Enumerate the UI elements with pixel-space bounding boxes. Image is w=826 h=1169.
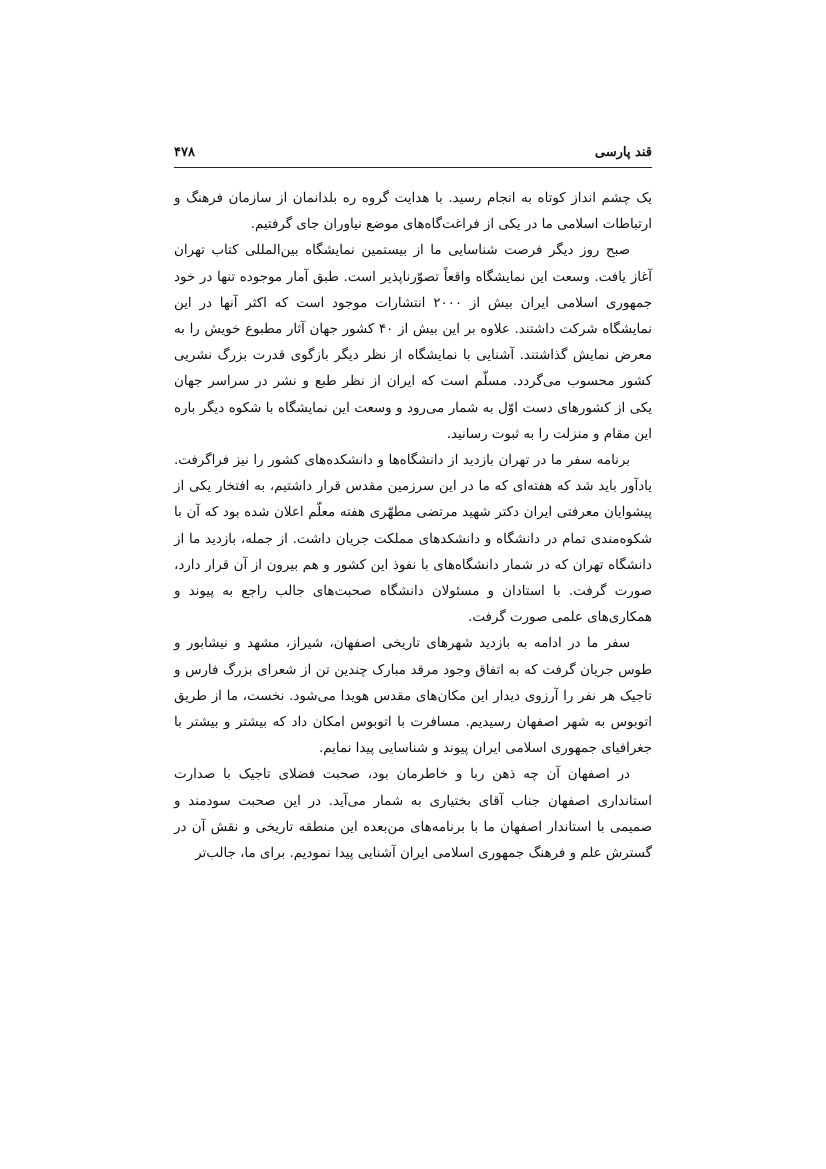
paragraph-5: در اصفهان آن چه ذهن ربا و خاطرمان بود، صحبت فضلای تاجیک با صدارت استانداری اصفهان جناب آقای بختیاری به شمار می‌آید. در این صحبت سودمند و صمیمی با استاندار اصفهان ما با برنامه‌های من‌بعده این منطقه تاریخی و نقش آن در گسترش علم و فرهنگ جمهوری اسلامی ایران آشنایی پیدا نمودیم. برای ما، جالب‌تر (174, 767, 652, 862)
header-divider (174, 167, 652, 168)
body-text (174, 186, 652, 867)
paragraph-1: یک چشم انداز کوتاه به انجام رسید. با هدایت گروه ره بلدانمان از سازمان فرهنگ و ارتباطات اسلامی ما در یکی از فراغت‌گاه‌های موضع نیاوران جای گرفتیم. (174, 191, 652, 233)
running-header (174, 141, 652, 167)
journal-title: قند پارسی (594, 145, 652, 160)
paragraph-2: صبح روز دیگر فرصت شناسایی ما از بیستمین نمایشگاه بین‌المللی کتاب تهران آغاز یافت. وسعت این نمایشگاه واقعاً تصوّرناپذیر است. طبق آمار موجوده تنها در خود جمهوری اسلامی ایران بیش از ۲۰۰۰ انتشارات موجود است که اکثر آنها در این نمایشگاه شرکت داشتند. علاوه بر این بیش از ۴۰ کشور جهان آثار مطبوع خویش را به معرض نمایش گذاشتند. آشنایی با نمایشگاه از نظر دیگر بازگوی قدرت بزرگ نشریی کشور محسوب می‌گردد. مسلّم است که ایران از نظر طبع و نشر در سراسر جهان یکی از کشورهای دست اوّل به شمار می‌رود و وسعت این نمایشگاه با شکوه دیگر باره این مقام و منزلت را به ثبوت رسانید. (174, 243, 652, 442)
paragraph-3: برنامه سفر ما در تهران بازدید از دانشگاه‌ها و دانشکده‌های کشور را نیز فراگرفت. یادآور باید شد که هفته‌ای که ما در این سرزمین مقدس قرار داشتیم، به افتخار یکی از پیشوایان معرفتی ایران دکتر شهید مرتضی مطهّری هفته معلّم اعلان شده بود که آن با شکوه‌مندی تمام در دانشگاه و دانشکدهای مملکت جریان داشت. از جمله، بازدید ما از دانشگاه تهران که در شمار دانشگاه‌های با نفوذ این کشور و هم بیرون از آن قرار دارد، صورت گرفت. با استادان و مسئولان دانشگاه صحبت‌های جالب راجع به پیوند و همکاری‌های علمی صورت گرفت. (174, 453, 652, 626)
paragraph-4: سفر ما در ادامه به بازدید شهرهای تاریخی اصفهان، شیراز، مشهد و نیشابور و طوس جریان گرفت که به اتفاق وجود مرقد مبارک چندین تن از شعرای بزرگ فارس و تاجیک هر نفر را آرزوی دیدار این مکان‌های مقدس هویدا می‌شود. نخست، ما از طریق اتوبوس به شهر اصفهان رسیدیم. مسافرت با اتوبوس امکان داد که بیشتر و بیشتر با جغرافیای جمهوری اسلامی ایران پیوند و شناسایی پیدا نمایم. (174, 636, 652, 757)
page-number: ۴۷۸ (174, 145, 195, 160)
